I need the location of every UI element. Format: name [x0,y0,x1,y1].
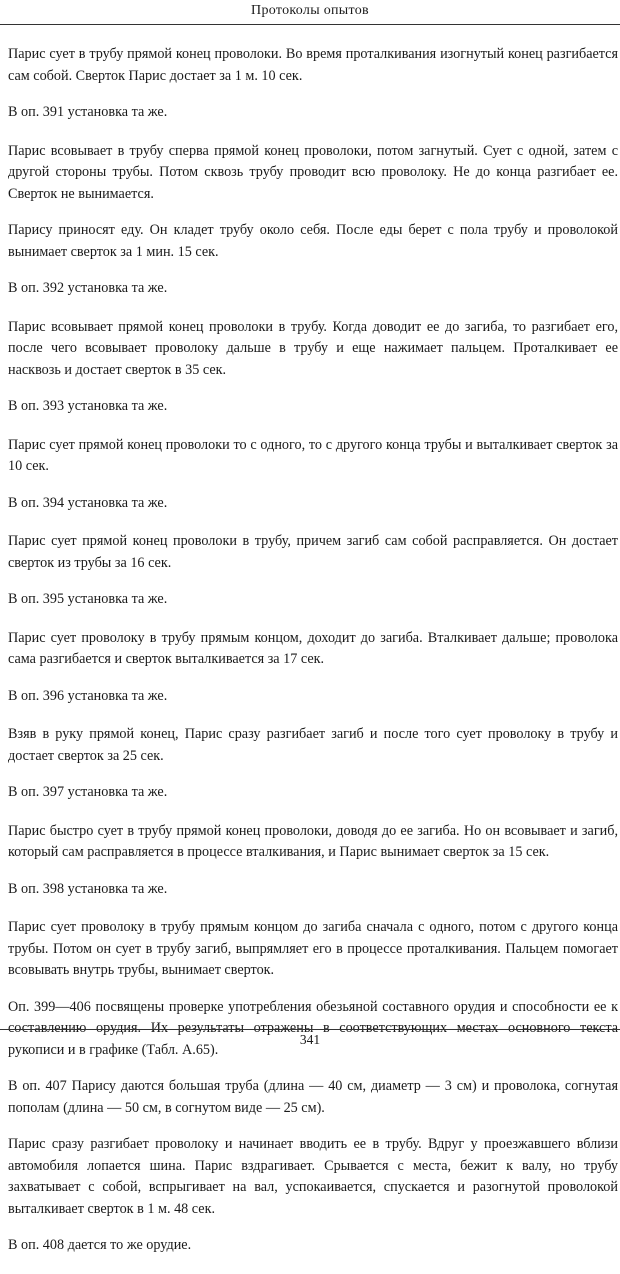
paragraph: В оп. 393 установка та же. [8,398,168,414]
paragraph: В оп. 397 установка та же. [8,784,168,800]
paragraph: Парис всовывает в трубу сперва прямой конец проволоки, потом загнутый. Сует с одной, затем с другой стороны трубы. Потом сквозь трубу проводит всю проволоку. Не до конца разгибает ее. Сверток не вынимается. [8,142,618,202]
running-head: Протоколы опытов [251,3,369,18]
paragraph: Парис быстро сует в трубу прямой конец проволоки, доводя до ее загиба. Но он всовывает и загиб, который сам расправляется в процессе вталкивания, и Парис вынимает сверток за 15 сек. [8,822,618,860]
paragraph: Парис сует прямой конец проволоки в трубу, причем загиб сам собой расправляется. Он достает сверток из трубы за 16 сек. [8,533,618,571]
paragraph: Парис сразу разгибает проволоку и начинает вводить ее в трубу. Вдруг у проезжавшего вблизи автомобиля лопается шина. Парис вздрагивает. Срывается с места, бежит к валу, но трубу захватывает с собой, вспрыгивает на вал, успокаивается, спускается и разогнутой проволокой выталкивает сверток в 1 м. 48 сек. [8,1136,618,1217]
paragraph: В оп. 398 установка та же. [8,880,168,897]
paragraph: В оп. 395 установка та же. [8,591,168,607]
page-body [8,44,618,1274]
paragraph: Парис всовывает прямой конец проволоки в трубу. Когда доводит ее до загиба, то разгибает его, после чего всовывает проволоку дальше в трубу и еще нажимает пальцем. Проталкивает ее насквозь и достает сверток в 35 сек. [8,318,618,378]
paragraph: Оп. 399—406 посвящены проверке употребления обезьяной составного орудия и способности ее к составлению орудия. Их результаты отражены в соответствующих местах основного текста рукописи и в графике (Табл. А.65). [8,998,618,1058]
paragraph: В оп. 407 Парису даются большая труба (длина — 40 см, диаметр — 3 см) и проволока, согнутая пополам (длина — 50 см, в согнутом виде — 25 см). [8,1078,618,1116]
footer-divider [0,1029,620,1030]
paragraph: Взяв в руку прямой конец, Парис сразу разгибает загиб и после того сует проволоку в трубу и достает сверток за 25 сек. [8,726,618,764]
paragraph: В оп. 394 установка та же. [8,494,168,511]
paragraph: Парис сует проволоку в трубу прямым концом, доходит до загиба. Вталкивает дальше; проволока сама разгибается и сверток выталкивается за 17 сек. [8,629,618,667]
paragraph: Парис сует прямой конец проволоки то с одного, то с другого конца трубы и выталкивает сверток за 10 сек. [8,436,618,474]
paragraph: В оп. 392 установка та же. [8,280,168,296]
paragraph: В оп. 408 дается то же орудие. [8,1237,192,1253]
paragraph: Парис сует проволоку в трубу прямым концом до загиба сначала с одного, потом с другого конца трубы. Потом он сует в трубу загиб, выпрямляет его в процессе проталкивания. Пальцем помогает всовывать внутрь трубы, вынимает сверток. [8,919,618,978]
paragraph: Парис сует в трубу прямой конец проволоки. Во время проталкивания изогнутый конец разгибается сам собой. Сверток Парис достает за 1 м. 10 сек. [8,46,618,84]
paragraph: В оп. 396 установка та же. [8,687,168,704]
page-number: 341 [299,1032,321,1047]
header-divider [0,24,620,25]
paragraph: В оп. 391 установка та же. [8,104,168,120]
paragraph: Парису приносят еду. Он кладет трубу около себя. После еды берет с пола трубу и проволокой вынимает сверток за 1 мин. 15 сек. [8,222,618,260]
